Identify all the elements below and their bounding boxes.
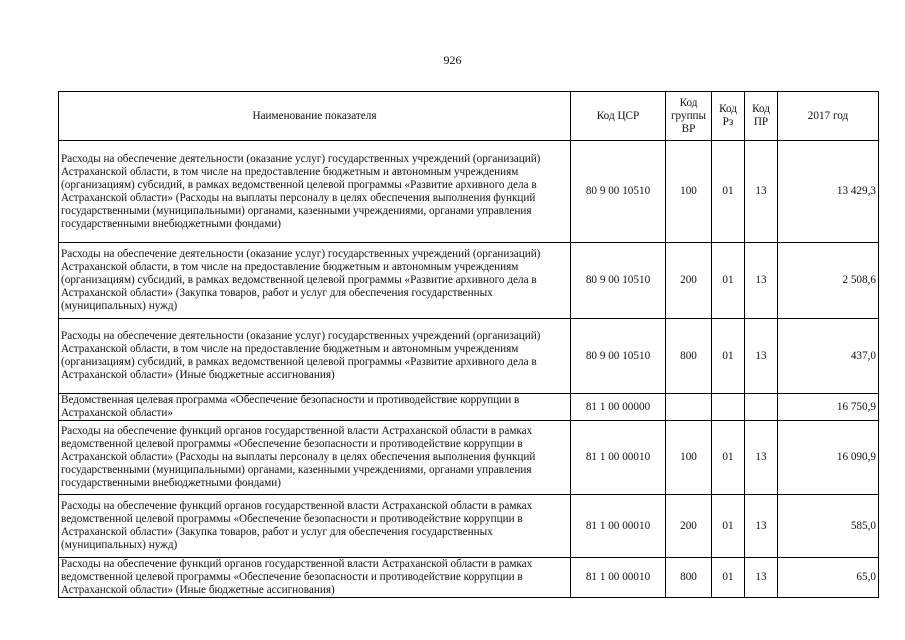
table-row xyxy=(59,394,879,421)
row-vr-code xyxy=(666,394,712,421)
row-amount: 65,0 xyxy=(778,558,879,598)
table-header-row xyxy=(59,92,879,141)
row-name: Расходы на обеспечение функций органов государственной власти Астраханской области в рамках ведомственной целевой программы «Обеспечение безопасности и противодействие коррупции в Астраханской области» (Закупка товаров, работ и услуг для обеспечения государственных (муниципальных) нужд) xyxy=(59,495,571,558)
row-vr-code: 100 xyxy=(666,421,712,495)
row-amount: 2 508,6 xyxy=(778,243,879,319)
table-row xyxy=(59,421,879,495)
budget-table xyxy=(58,91,879,598)
row-csr-code: 80 9 00 10510 xyxy=(571,141,666,243)
row-amount: 16 750,9 xyxy=(778,394,879,421)
row-rz-code: 01 xyxy=(712,558,745,598)
row-csr-code: 80 9 00 10510 xyxy=(571,319,666,394)
row-vr-code: 800 xyxy=(666,319,712,394)
row-csr-code: 81 1 00 00010 xyxy=(571,558,666,598)
row-vr-code: 800 xyxy=(666,558,712,598)
row-vr-code: 100 xyxy=(666,141,712,243)
header-vr-code: Код группы ВР xyxy=(666,92,712,141)
row-csr-code: 81 1 00 00010 xyxy=(571,495,666,558)
row-csr-code: 80 9 00 10510 xyxy=(571,243,666,319)
header-year: 2017 год xyxy=(778,92,879,141)
row-rz-code: 01 xyxy=(712,421,745,495)
header-rz-code: Код Рз xyxy=(712,92,745,141)
row-amount: 13 429,3 xyxy=(778,141,879,243)
row-name: Расходы на обеспечение деятельности (оказание услуг) государственных учреждений (организаций) Астраханской области, в том числе на предоставление бюджетным и автономным учреждениям (организациям) субсидий, в рамках ведомственной целевой программы «Развитие архивного дела в Астраханской области» (Иные бюджетные ассигнования) xyxy=(59,319,571,394)
row-name: Ведомственная целевая программа «Обеспечение безопасности и противодействие коррупции в Астраханской области» xyxy=(59,394,571,421)
row-amount: 585,0 xyxy=(778,495,879,558)
row-rz-code xyxy=(712,394,745,421)
row-vr-code: 200 xyxy=(666,243,712,319)
table-row xyxy=(59,243,879,319)
row-rz-code: 01 xyxy=(712,495,745,558)
row-pr-code xyxy=(745,394,778,421)
row-pr-code: 13 xyxy=(745,141,778,243)
table-row xyxy=(59,558,879,598)
row-rz-code: 01 xyxy=(712,243,745,319)
row-pr-code: 13 xyxy=(745,421,778,495)
page-number: 926 xyxy=(443,53,462,67)
row-pr-code: 13 xyxy=(745,243,778,319)
table-row xyxy=(59,495,879,558)
header-csr-code: Код ЦСР xyxy=(571,92,666,141)
row-csr-code: 81 1 00 00010 xyxy=(571,421,666,495)
row-pr-code: 13 xyxy=(745,495,778,558)
row-pr-code: 13 xyxy=(745,319,778,394)
table-row xyxy=(59,319,879,394)
row-name: Расходы на обеспечение деятельности (оказание услуг) государственных учреждений (организаций) Астраханской области, в том числе на предоставление бюджетным и автономным учреждениям (организациям) субсидий, в рамках ведомственной целевой программы «Развитие архивного дела в Астраханской области» (Расходы на выплаты персоналу в целях обеспечения выполнения функций государственными (муниципальными) органами, казенными учреждениями, органами управления государственными внебюджетными фондами) xyxy=(59,141,571,243)
row-name: Расходы на обеспечение деятельности (оказание услуг) государственных учреждений (организаций) Астраханской области, в том числе на предоставление бюджетным и автономным учреждениям (организациям) субсидий, в рамках ведомственной целевой программы «Развитие архивного дела в Астраханской области» (Закупка товаров, работ и услуг для обеспечения государственных (муниципальных) нужд) xyxy=(59,243,571,319)
table-row xyxy=(59,141,879,243)
row-vr-code: 200 xyxy=(666,495,712,558)
row-csr-code: 81 1 00 00000 xyxy=(571,394,666,421)
row-name: Расходы на обеспечение функций органов государственной власти Астраханской области в рамках ведомственной целевой программы «Обеспечение безопасности и противодействие коррупции в Астраханской области» (Иные бюджетные ассигнования) xyxy=(59,558,571,598)
row-name: Расходы на обеспечение функций органов государственной власти Астраханской области в рамках ведомственной целевой программы «Обеспечение безопасности и противодействие коррупции в Астраханской области» (Расходы на выплаты персоналу в целях обеспечения выполнения функций государственными (муниципальными) органами, казенными учреждениями, органами управления государственными внебюджетными фондами) xyxy=(59,421,571,495)
row-amount: 437,0 xyxy=(778,319,879,394)
row-pr-code: 13 xyxy=(745,558,778,598)
row-rz-code: 01 xyxy=(712,319,745,394)
row-amount: 16 090,9 xyxy=(778,421,879,495)
header-pr-code: Код ПР xyxy=(745,92,778,141)
header-name: Наименование показателя xyxy=(59,92,571,141)
row-rz-code: 01 xyxy=(712,141,745,243)
